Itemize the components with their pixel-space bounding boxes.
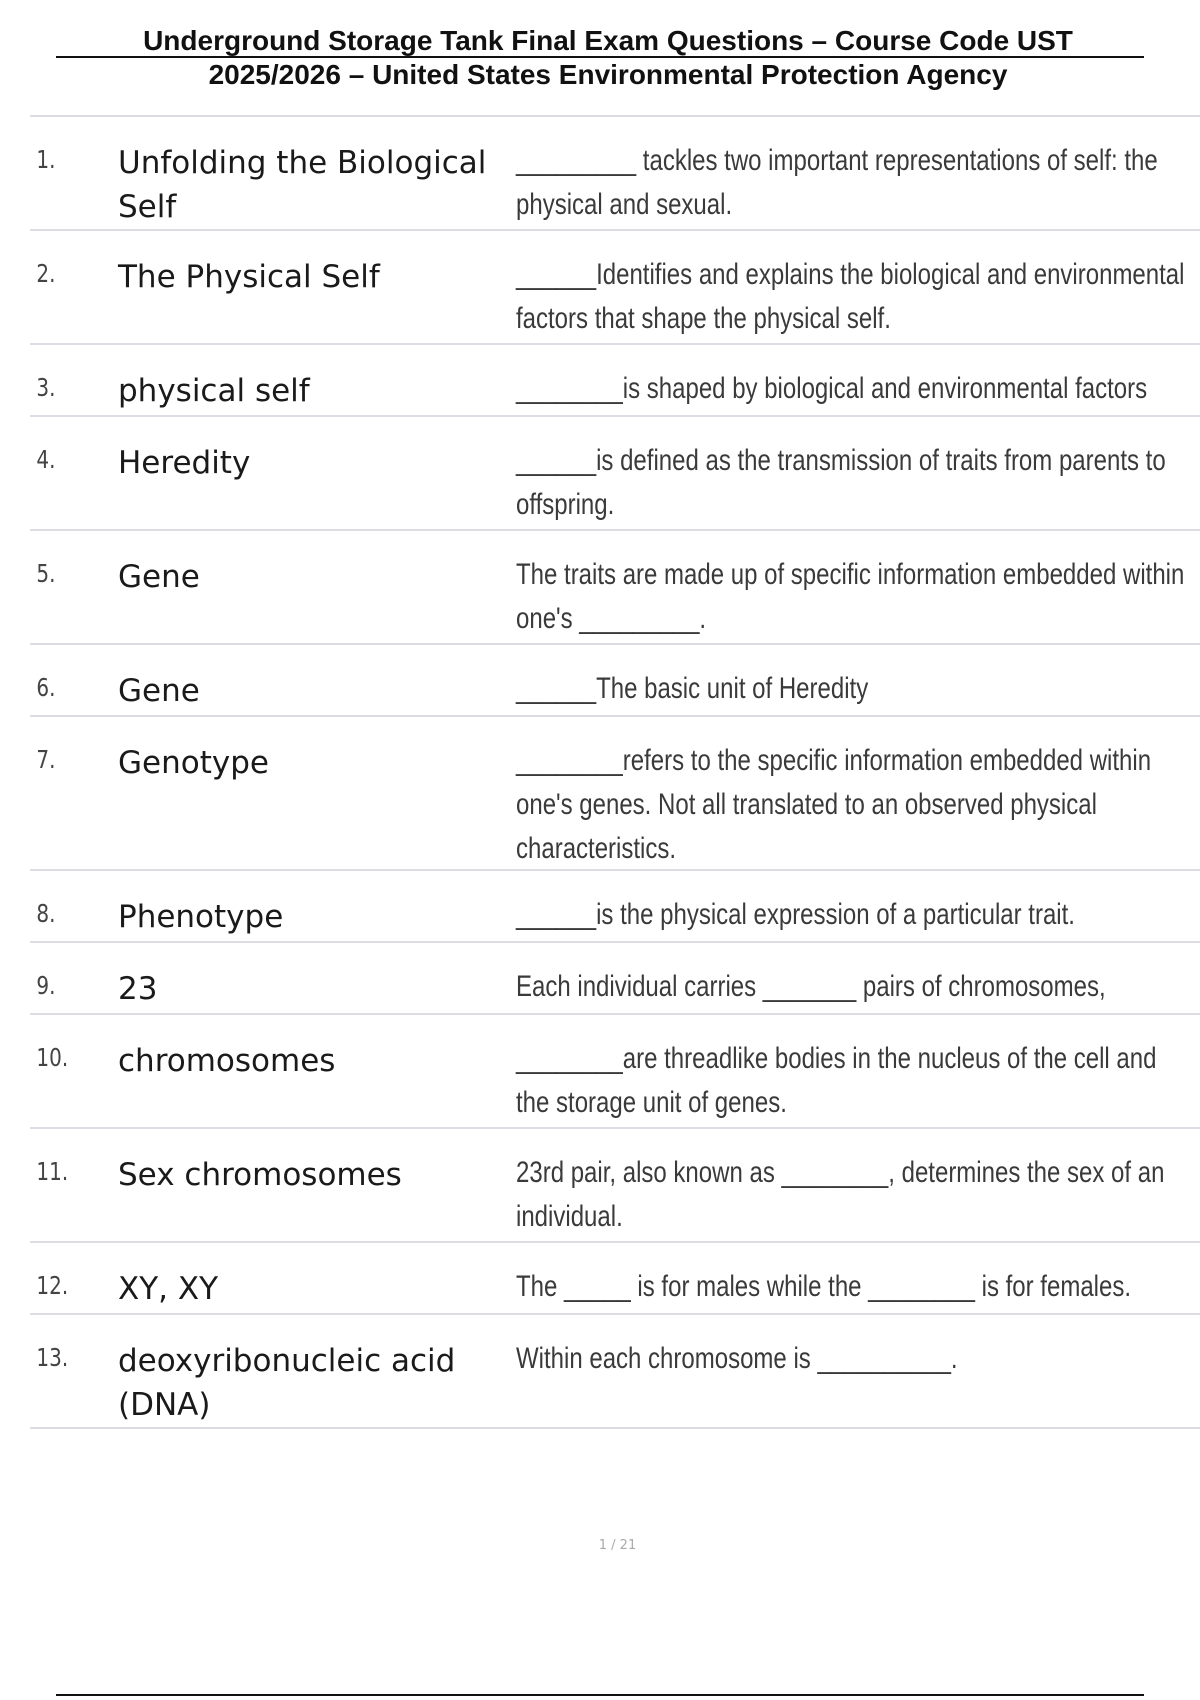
- answer-term: chromosomes: [118, 1043, 336, 1079]
- question-number: 8.: [36, 899, 56, 928]
- question-number: 13.: [36, 1343, 69, 1372]
- question-number: 1.: [36, 145, 56, 174]
- document-title: [56, 24, 1160, 92]
- question-text: 23rd pair, also known as ________, determines the sex of an individual.: [516, 1156, 1165, 1233]
- table-row: [30, 1013, 1200, 1127]
- title-line-1: Underground Storage Tank Final Exam Questions – Course Code UST: [143, 25, 1073, 56]
- question-number: 10.: [36, 1043, 69, 1072]
- answer-term: Unfolding the Biological Self: [118, 145, 487, 225]
- question-number: 3.: [36, 373, 56, 402]
- question-table: [30, 115, 1200, 1429]
- definition-cell: [516, 417, 1196, 529]
- page-number: 1 / 21: [598, 1538, 637, 1553]
- answer-term: Gene: [118, 559, 200, 595]
- bottom-rule: [56, 1694, 1144, 1696]
- table-row: [30, 869, 1200, 941]
- answer-term: Sex chromosomes: [118, 1157, 402, 1193]
- definition-cell: [516, 1243, 1196, 1313]
- question-number: 6.: [36, 673, 56, 702]
- answer-term: deoxyribonucleic acid (DNA): [118, 1343, 456, 1423]
- title-line-2: 2025/2026 – United States Environmental Protection Agency: [208, 59, 1008, 90]
- question-text: ______is defined as the transmission of traits from parents to offspring.: [516, 444, 1166, 521]
- question-text: ______The basic unit of Heredity: [516, 672, 869, 705]
- definition-cell: [516, 1315, 1196, 1427]
- definition-cell: [516, 1129, 1196, 1241]
- question-number: 12.: [36, 1271, 69, 1300]
- question-number: 9.: [36, 971, 56, 1000]
- definition-cell: [516, 231, 1196, 343]
- answer-term: physical self: [118, 373, 310, 409]
- definition-cell: [516, 943, 1196, 1013]
- question-text: ________is shaped by biological and environmental factors: [516, 372, 1148, 405]
- table-row: [30, 343, 1200, 415]
- definition-cell: [516, 645, 1196, 715]
- question-text: ________are threadlike bodies in the nucleus of the cell and the storage unit of genes.: [516, 1042, 1157, 1119]
- table-row: [30, 529, 1200, 643]
- answer-term: Phenotype: [118, 899, 284, 935]
- table-row: [30, 1241, 1200, 1313]
- table-row: [30, 415, 1200, 529]
- question-text: ________refers to the specific information embedded within one's genes. Not all translated to an observed physical characteristics.: [516, 744, 1152, 865]
- answer-term: Heredity: [118, 445, 251, 481]
- definition-cell: [516, 345, 1196, 415]
- table-row: [30, 715, 1200, 869]
- definition-cell: [516, 531, 1196, 643]
- question-text: The traits are made up of specific information embedded within one's _________.: [516, 558, 1185, 635]
- definition-cell: [516, 1015, 1196, 1127]
- answer-term: The Physical Self: [118, 259, 380, 295]
- question-number: 2.: [36, 259, 56, 288]
- table-row: [30, 643, 1200, 715]
- table-row: [30, 941, 1200, 1013]
- definition-cell: [516, 117, 1196, 229]
- question-number: 7.: [36, 745, 56, 774]
- question-text: Each individual carries _______ pairs of chromosomes,: [516, 970, 1106, 1003]
- table-row: [30, 229, 1200, 343]
- question-text: _________ tackles two important representations of self: the physical and sexual.: [516, 144, 1158, 221]
- question-text: Within each chromosome is __________.: [516, 1342, 958, 1375]
- definition-cell: [516, 717, 1196, 869]
- table-row: [30, 1127, 1200, 1241]
- definition-cell: [516, 871, 1196, 941]
- answer-term: Genotype: [118, 745, 269, 781]
- answer-term: Gene: [118, 673, 200, 709]
- question-number: 4.: [36, 445, 56, 474]
- answer-term: XY, XY: [118, 1271, 219, 1307]
- title-underline: [56, 56, 1144, 58]
- question-text: The _____ is for males while the ________ is for females.: [516, 1270, 1132, 1303]
- question-text: ______is the physical expression of a particular trait.: [516, 898, 1075, 931]
- answer-term: 23: [118, 971, 158, 1007]
- question-text: ______Identifies and explains the biological and environmental factors that shape the physical self.: [516, 258, 1185, 335]
- table-row: [30, 115, 1200, 229]
- question-number: 5.: [36, 559, 56, 588]
- table-row: [30, 1313, 1200, 1429]
- question-number: 11.: [36, 1157, 69, 1186]
